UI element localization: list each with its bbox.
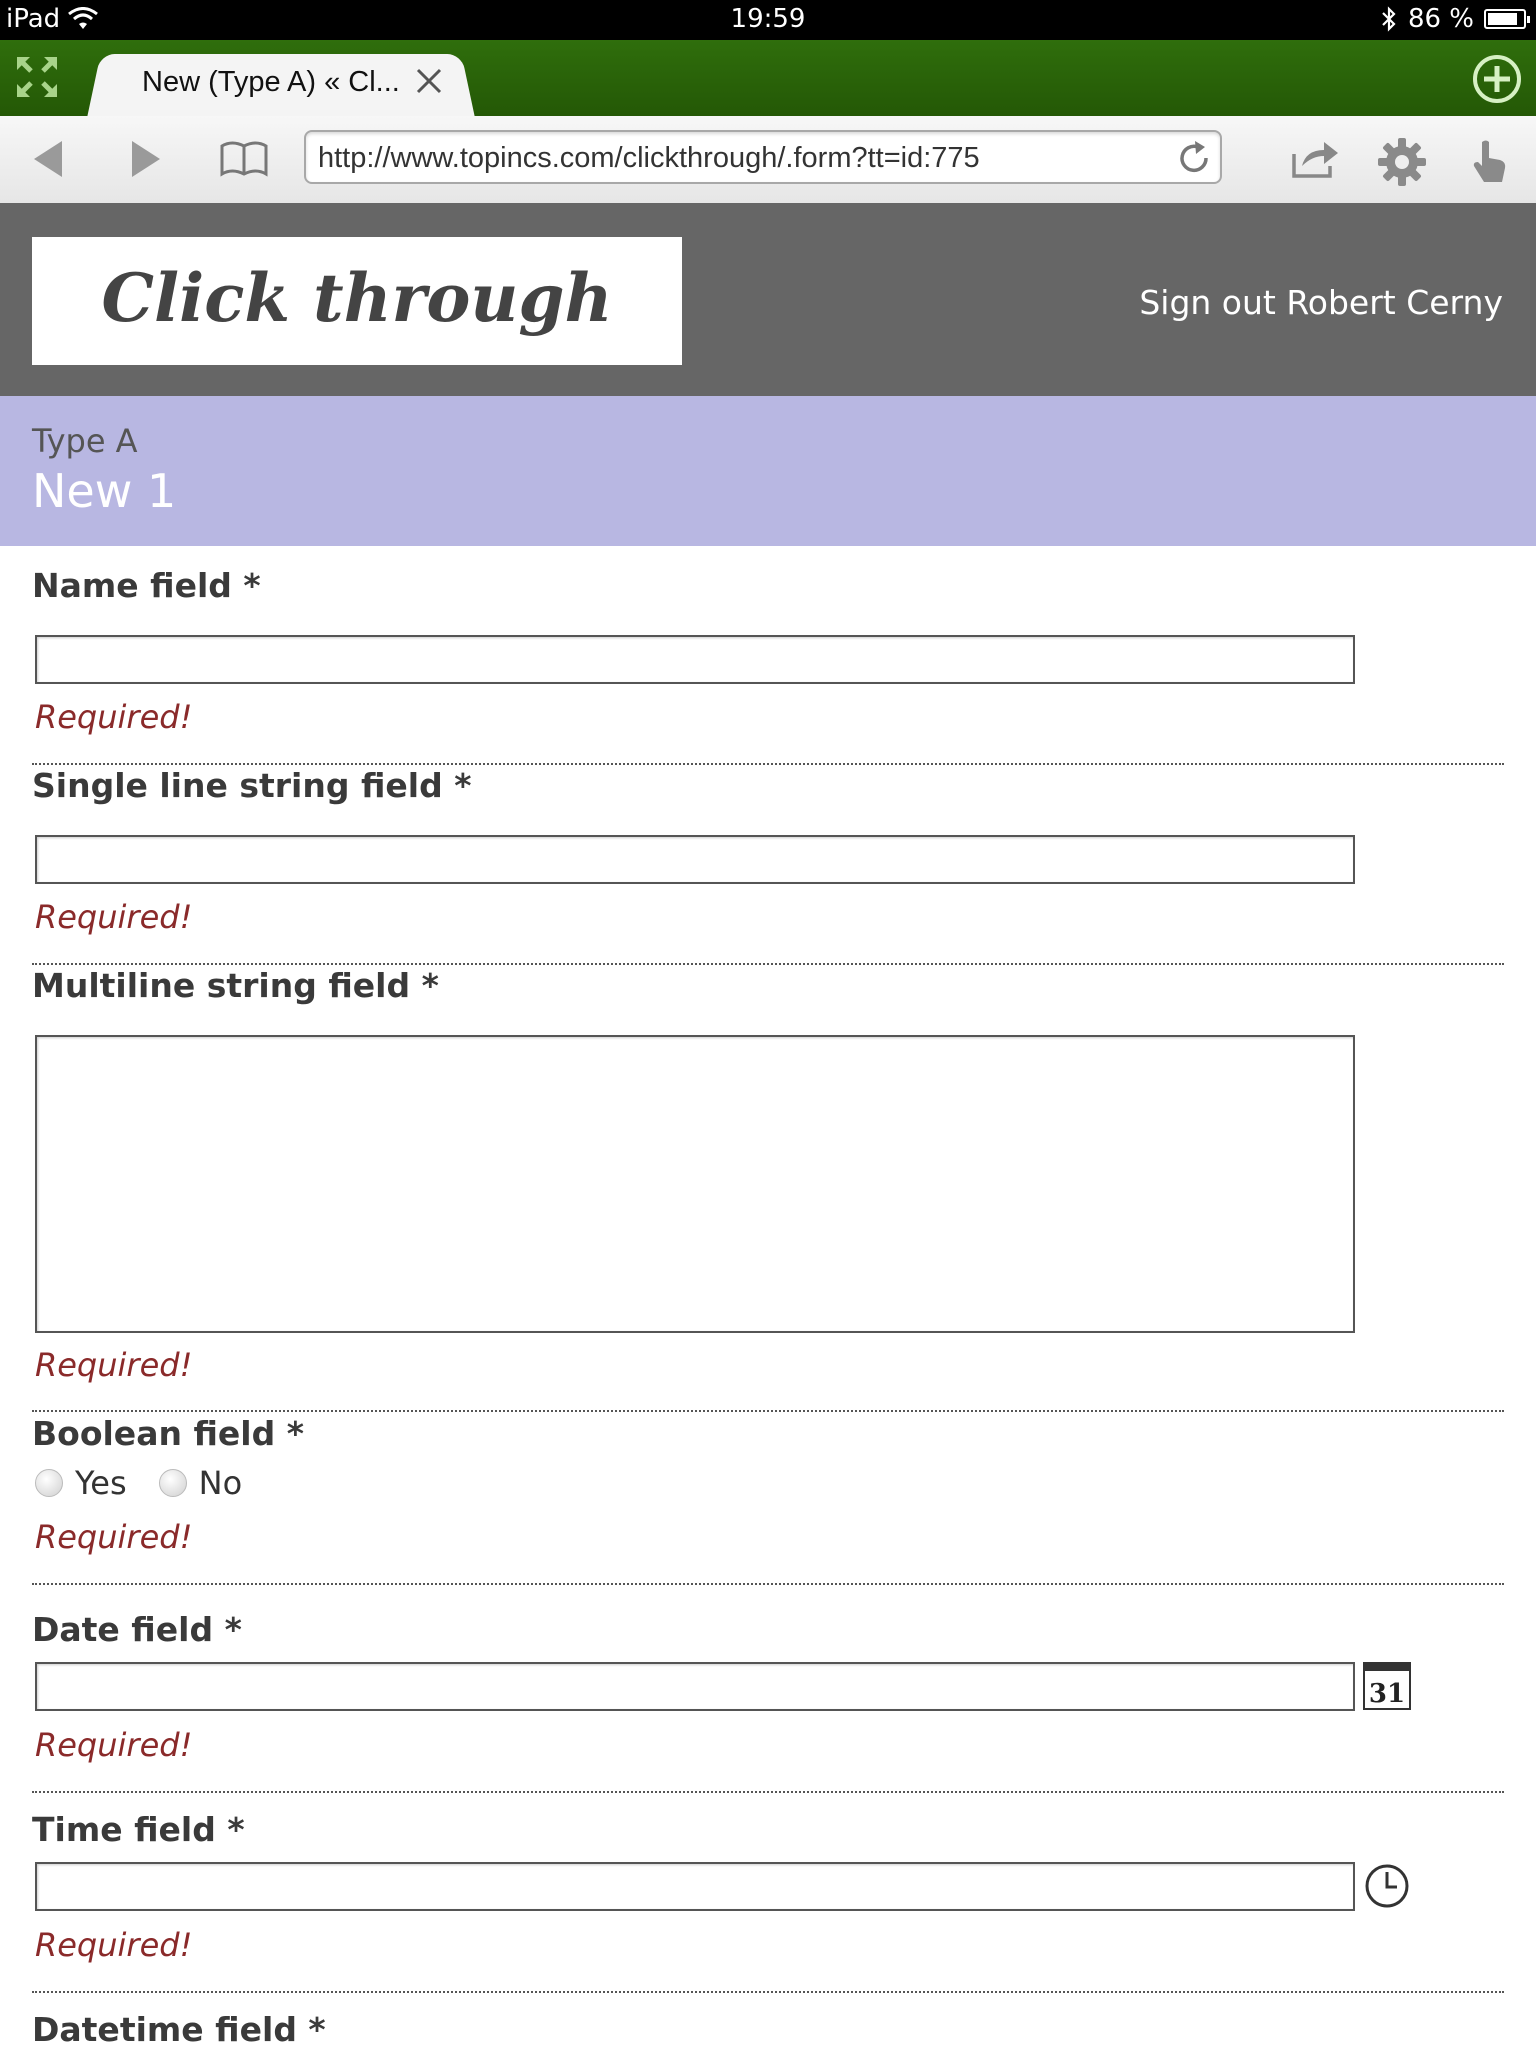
no-label[interactable]: No [198,1464,243,1502]
signout-link[interactable]: Sign out Robert Cerny [1139,283,1503,322]
name-required-message: Required! [35,698,193,736]
single-line-field-label: Single line string field * [32,766,472,805]
touch-icon[interactable] [1470,138,1510,184]
divider [32,1791,1504,1793]
browser-toolbar [0,116,1536,204]
bluetooth-icon [1380,5,1398,33]
time-field-input[interactable] [35,1862,1355,1911]
multiline-required-message: Required! [35,1346,193,1384]
title-band [0,396,1536,546]
boolean-options [35,1464,242,1502]
time-required-message: Required! [35,1926,193,1964]
no-radio[interactable] [159,1469,187,1497]
browser-tab[interactable] [106,54,456,116]
name-field-label: Name field * [32,566,261,605]
yes-radio[interactable] [35,1469,63,1497]
divider [32,1991,1504,1993]
address-bar[interactable] [304,130,1222,184]
share-icon[interactable] [1290,138,1340,180]
back-icon[interactable] [30,138,66,180]
fullscreen-icon[interactable] [16,56,58,98]
divider [32,763,1504,765]
name-field-input[interactable] [35,635,1355,684]
new-tab-icon[interactable] [1472,54,1522,104]
battery-icon [1484,9,1526,29]
close-tab-icon[interactable] [412,64,446,98]
bookmarks-icon[interactable] [218,138,270,180]
time-field-label: Time field * [32,1810,245,1849]
multiline-field-label: Multiline string field * [32,966,439,1005]
logo-text: Click through [101,259,613,337]
single-line-required-message: Required! [35,898,193,936]
site-header [0,203,1536,396]
battery-percent: 86 % [1407,4,1474,34]
url-text: http://www.topincs.com/clickthrough/.form?tt=id:775 [318,142,980,174]
multiline-field-textarea[interactable] [35,1035,1355,1333]
tab-title: New (Type A) « Cl... [142,66,400,98]
divider [32,963,1504,965]
yes-label[interactable]: Yes [75,1464,127,1502]
reload-icon[interactable] [1176,140,1212,176]
date-required-message: Required! [35,1726,193,1764]
divider [32,1410,1504,1412]
page-title: New 1 [32,464,177,518]
calendar-day: 31 [1368,1679,1406,1709]
type-label: Type A [32,422,138,460]
forward-icon[interactable] [128,138,164,180]
status-bar [0,0,1536,40]
site-logo[interactable] [32,237,682,365]
calendar-icon[interactable] [1363,1662,1411,1710]
status-time: 19:59 [730,4,806,34]
datetime-field-label: Datetime field * [32,2010,326,2049]
single-line-field-input[interactable] [35,835,1355,884]
status-right [1380,4,1526,34]
gear-icon[interactable] [1378,138,1426,186]
device-name: iPad [6,4,61,34]
date-field-label: Date field * [32,1610,242,1649]
battery-fill [1488,13,1517,25]
boolean-field-label: Boolean field * [32,1414,304,1453]
clock-icon[interactable] [1363,1862,1411,1910]
boolean-required-message: Required! [35,1518,193,1556]
divider [32,1583,1504,1585]
date-field-input[interactable] [35,1662,1355,1711]
tab-bar [0,40,1536,116]
